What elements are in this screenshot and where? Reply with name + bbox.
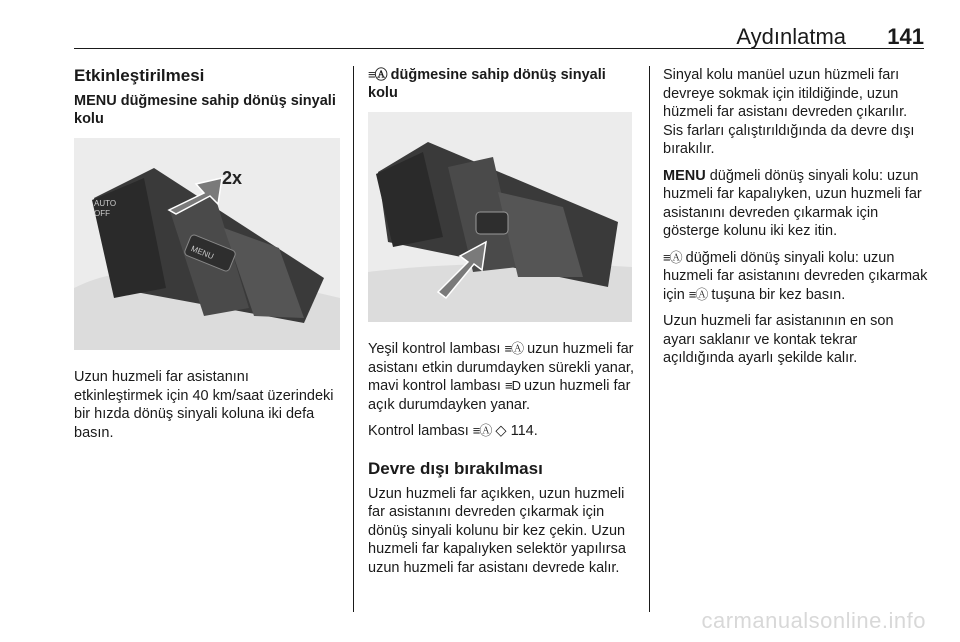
column-2 [368,66,636,585]
high-beam-icon: ≡D [505,378,520,393]
indicator-text: Yeşil kontrol lambası ≡Ⓐ uzun huzmeli far asistanı etkin durumdayken sürekli yanar, mavi kontrol lambası ≡D uzun huzmeli far açık durumdayken yanar. [368,341,634,413]
auto-high-beam-icon: ≡Ⓐ [504,341,524,356]
turn-signal-stalk-illustration [74,138,340,350]
page-header [74,14,924,49]
deactivation-heading: Devre dışı bırakılması [368,458,543,478]
deactivation-text: Uzun huzmeli far açıkken, uzun huzmeli far asistanını devreden çıkarmak için dönüş sinyali kolunu bir kez çekin. Uzun huzmeli far kapalıyken selektör yapılırsa uzun huzmeli far asistanı devrede kalır. [368,485,626,576]
menu-stalk-text: MENU düğmeli dönüş sinyali kolu: uzun huzmeli far kapalıyken, uzun huzmeli far asistanını devreden çıkarmak için gösterge kolunu iki kez itin. [663,167,922,239]
column-divider [353,66,354,612]
indicator-reference-text: Kontrol lambası ≡Ⓐ ◇ 114. [368,423,538,439]
stalk-off-label: OFF [94,209,110,218]
stalk-menu-figure [74,138,340,350]
stalk-auto-label: AUTO [94,199,117,208]
page-reference: ◇ 114. [495,423,538,439]
auto-high-beam-icon: ≡Ⓐ [688,286,708,302]
auto-high-beam-icon: ≡Ⓐ [663,249,682,265]
menu-keyword: MENU [663,167,706,184]
manual-high-beam-text: Sinyal kolu manüel uzun hüzmeli farı devreye sokmak için itildiğinde, uzun hüzmeli far asistanı devreden çıkarılır. Sis farları çalıştırıldığında da devre dışı bırakılır. [663,67,915,157]
activation-text: Uzun huzmeli far asistanını etkinleştirmek için 40 km/saat üzerindeki bir hızda dönüş sinyali koluna iki defa basın. [74,369,334,441]
column-3 [663,66,929,376]
subsection-heading: MENU düğmesine sahip dönüş sinyali kolu [74,93,336,127]
watermark: carmanualsonline.info [701,608,926,633]
auto-high-beam-icon: ≡Ⓐ [472,423,492,438]
subsection-heading: ≡Ⓐ düğmesine sahip dönüş sinyali kolu [368,67,606,101]
section-heading: Etkinleştirilmesi [74,66,205,85]
auto-high-beam-icon: ≡Ⓐ [368,67,387,82]
figure-2x-label: 2x [222,168,243,188]
saved-setting-text: Uzun huzmeli far asistanının en son ayarı saklanır ve kontak tekrar açıldığında ayarlı şekilde kalır. [663,313,894,366]
column-1 [74,66,340,450]
turn-signal-stalk-illustration [368,112,632,322]
page-number: 141 [887,24,924,49]
stalk-button-figure [368,112,632,322]
section-title: Aydınlatma [736,24,846,49]
menu-button-label: MENU [189,244,215,262]
button-stalk-text: ≡Ⓐ düğmeli dönüş sinyali kolu: uzun huzmeli far asistanını devreden çıkarmak için ≡Ⓐ tuşuna bir kez basın. [663,249,928,303]
column-divider [649,66,650,612]
